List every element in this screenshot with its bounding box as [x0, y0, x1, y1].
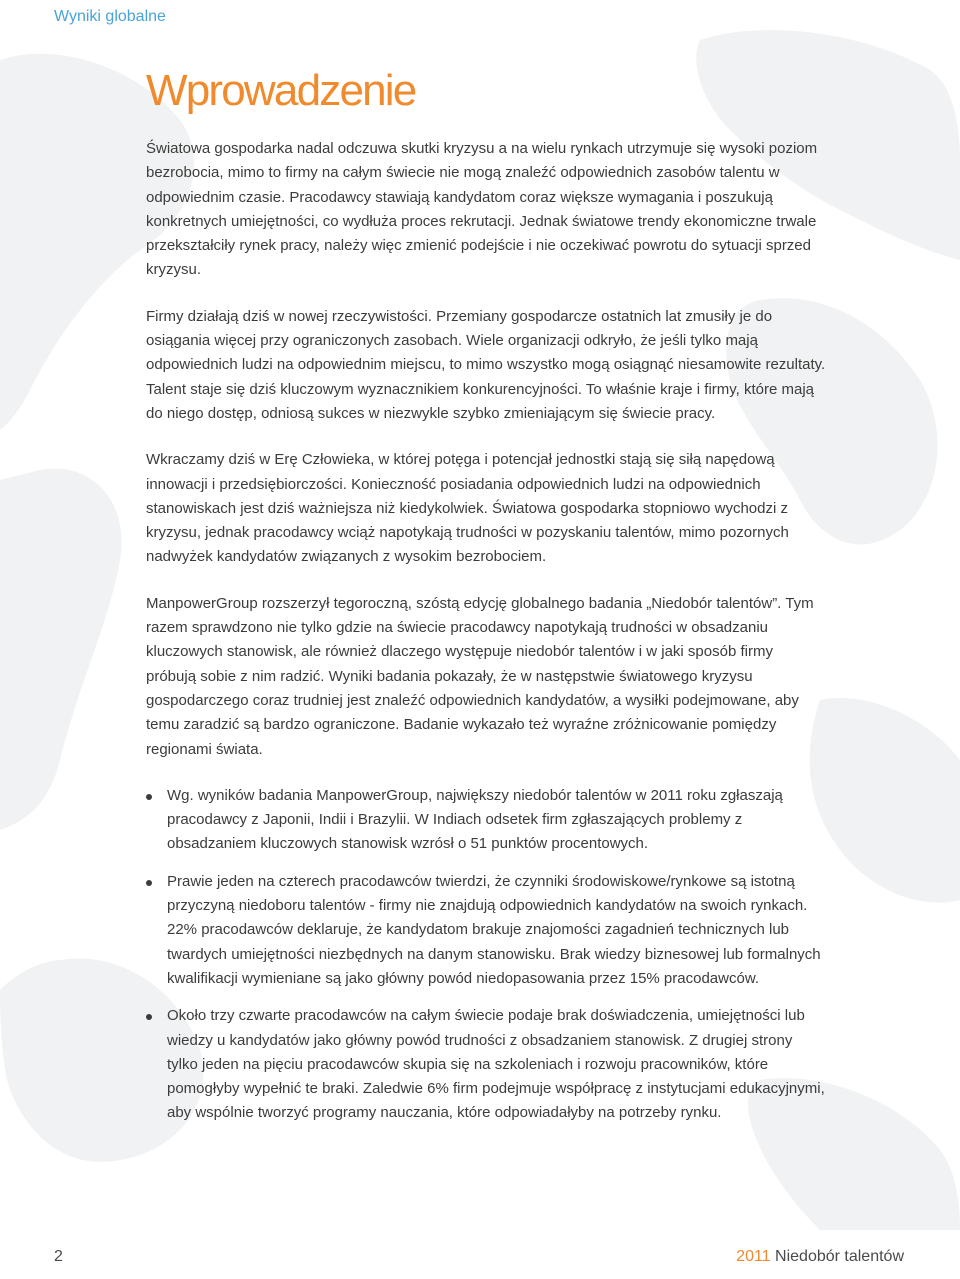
- paragraph: Firmy działają dziś w nowej rzeczywistości. Przemiany gospodarcze ostatnich lat zmusiły je do osiągania więcej przy ograniczonych zasobach. Wiele organizacji odkryło, że jeśli tylko mają odpowiednich ludzi na odpowiednim miejscu, to mimo wszystko mogą osiągnąć niesamowite rezultaty. Talent staje się dziś kluczowym wyznacznikiem konkurencyjności. To właśnie kraje i firmy, które mają do niego dostęp, odniosą sukces w niezwykle szybko zmieniającym się świecie pracy.: [146, 307, 826, 422]
- page-number: 2: [54, 1248, 63, 1265]
- list-item: [146, 784, 826, 857]
- article-body: [146, 137, 826, 1139]
- bullet-list: [146, 784, 826, 1126]
- bullet-icon: [146, 794, 152, 800]
- paragraph: Światowa gospodarka nadal odczuwa skutki kryzysu a na wielu rynkach utrzymuje się wysoki poziom bezrobocia, mimo to firmy na całym świecie nie mogą znaleźć odpowiednich zasobów talentu w odpowiednim czasie. Pracodawcy stawiają kandydatom coraz większe wymagania i poszukują konkretnych umiejętności, co wydłuża proces rekrutacji. Jednak światowe trendy ekonomiczne trwale przekształciły rynek pracy, należy więc zmienić podejście i nie oczekiwać powrotu do sytuacji sprzed kryzysu.: [146, 140, 818, 279]
- list-item: [146, 870, 826, 991]
- page-title: Wprowadzenie: [146, 66, 416, 115]
- bullet-icon: [146, 880, 152, 886]
- list-item-text: Prawie jeden na czterech pracodawców twierdzi, że czynniki środowiskowe/rynkowe są istotną przyczyną niedoboru talentów - firmy nie znajdują odpowiednich kandydatów na swoich rynkach. 22% pracodawców deklaruje, że kandydatom brakuje znajomości zagadnień technicznych lub twardych umiejętności niezbędnych na danym stanowisku. Brak wiedzy biznesowej lub formalnych kwalifikacji wymieniane są jako główny powód niedopasowania przez 15% pracodawców.: [167, 872, 821, 987]
- list-item-text: Około trzy czwarte pracodawców na całym świecie podaje brak doświadczenia, umiejętności lub wiedzy u kandydatów jako główny powód trudności z obsadzaniem stanowisk. Z drugiej strony tylko jeden na pięciu pracodawców skupia się na szkoleniach i rozwoju pracowników, które pomogłyby wypełnić te braki. Zaledwie 6% firm podejmuje współpracę z instytucjami edukacyjnymi, aby wspólnie tworzyć programy nauczania, które odpowiadałyby na potrzeby rynku.: [167, 1007, 825, 1122]
- paragraph: Wkraczamy dziś w Erę Człowieka, w której potęga i potencjał jednostki stają się siłą napędową innowacji i przedsiębiorczości. Konieczność posiadania odpowiednich ludzi na odpowiednich stanowiskach jest dziś ważniejsza niż kiedykolwiek. Światowa gospodarka stopniowo wychodzi z kryzysu, jednak pracodawcy wciąż napotykają trudności w pozyskaniu talentów, mimo pozornych nadwyżek kandydatów związanych z wysokim bezrobociem.: [146, 451, 789, 566]
- footer-year: 2011: [736, 1248, 771, 1265]
- section-label: Wyniki globalne: [54, 8, 166, 25]
- bullet-icon: [146, 1014, 152, 1020]
- list-item: [146, 1004, 826, 1125]
- list-item-text: Wg. wyników badania ManpowerGroup, największy niedobór talentów w 2011 roku zgłaszają pracodawcy z Japonii, Indii i Brazylii. W Indiach odsetek firm zgłaszających problemy z obsadzaniem kluczowych stanowisk wzrósł o 51 punktów procentowych.: [167, 786, 783, 853]
- footer-publication-title: Niedobór talentów: [775, 1248, 904, 1265]
- paragraph: ManpowerGroup rozszerzył tegoroczną, szóstą edycję globalnego badania „Niedobór talentów”. Tym razem sprawdzono nie tylko gdzie na świecie pracodawcy napotykają trudności w obsadzaniu kluczowych stanowisk, ale również dlaczego występuje niedobór talentów i w jaki sposób firmy próbują sobie z nim radzić. Wyniki badania pokazały, że w następstwie światowego kryzysu gospodarczego coraz trudniej jest znaleźć odpowiednich kandydatów, a wysiłki podejmowane, aby temu zaradzić są bardzo ograniczone. Badanie wykazało też wyraźne zróżnicowanie pomiędzy regionami świata.: [146, 594, 814, 758]
- footer-publication: [736, 1248, 904, 1266]
